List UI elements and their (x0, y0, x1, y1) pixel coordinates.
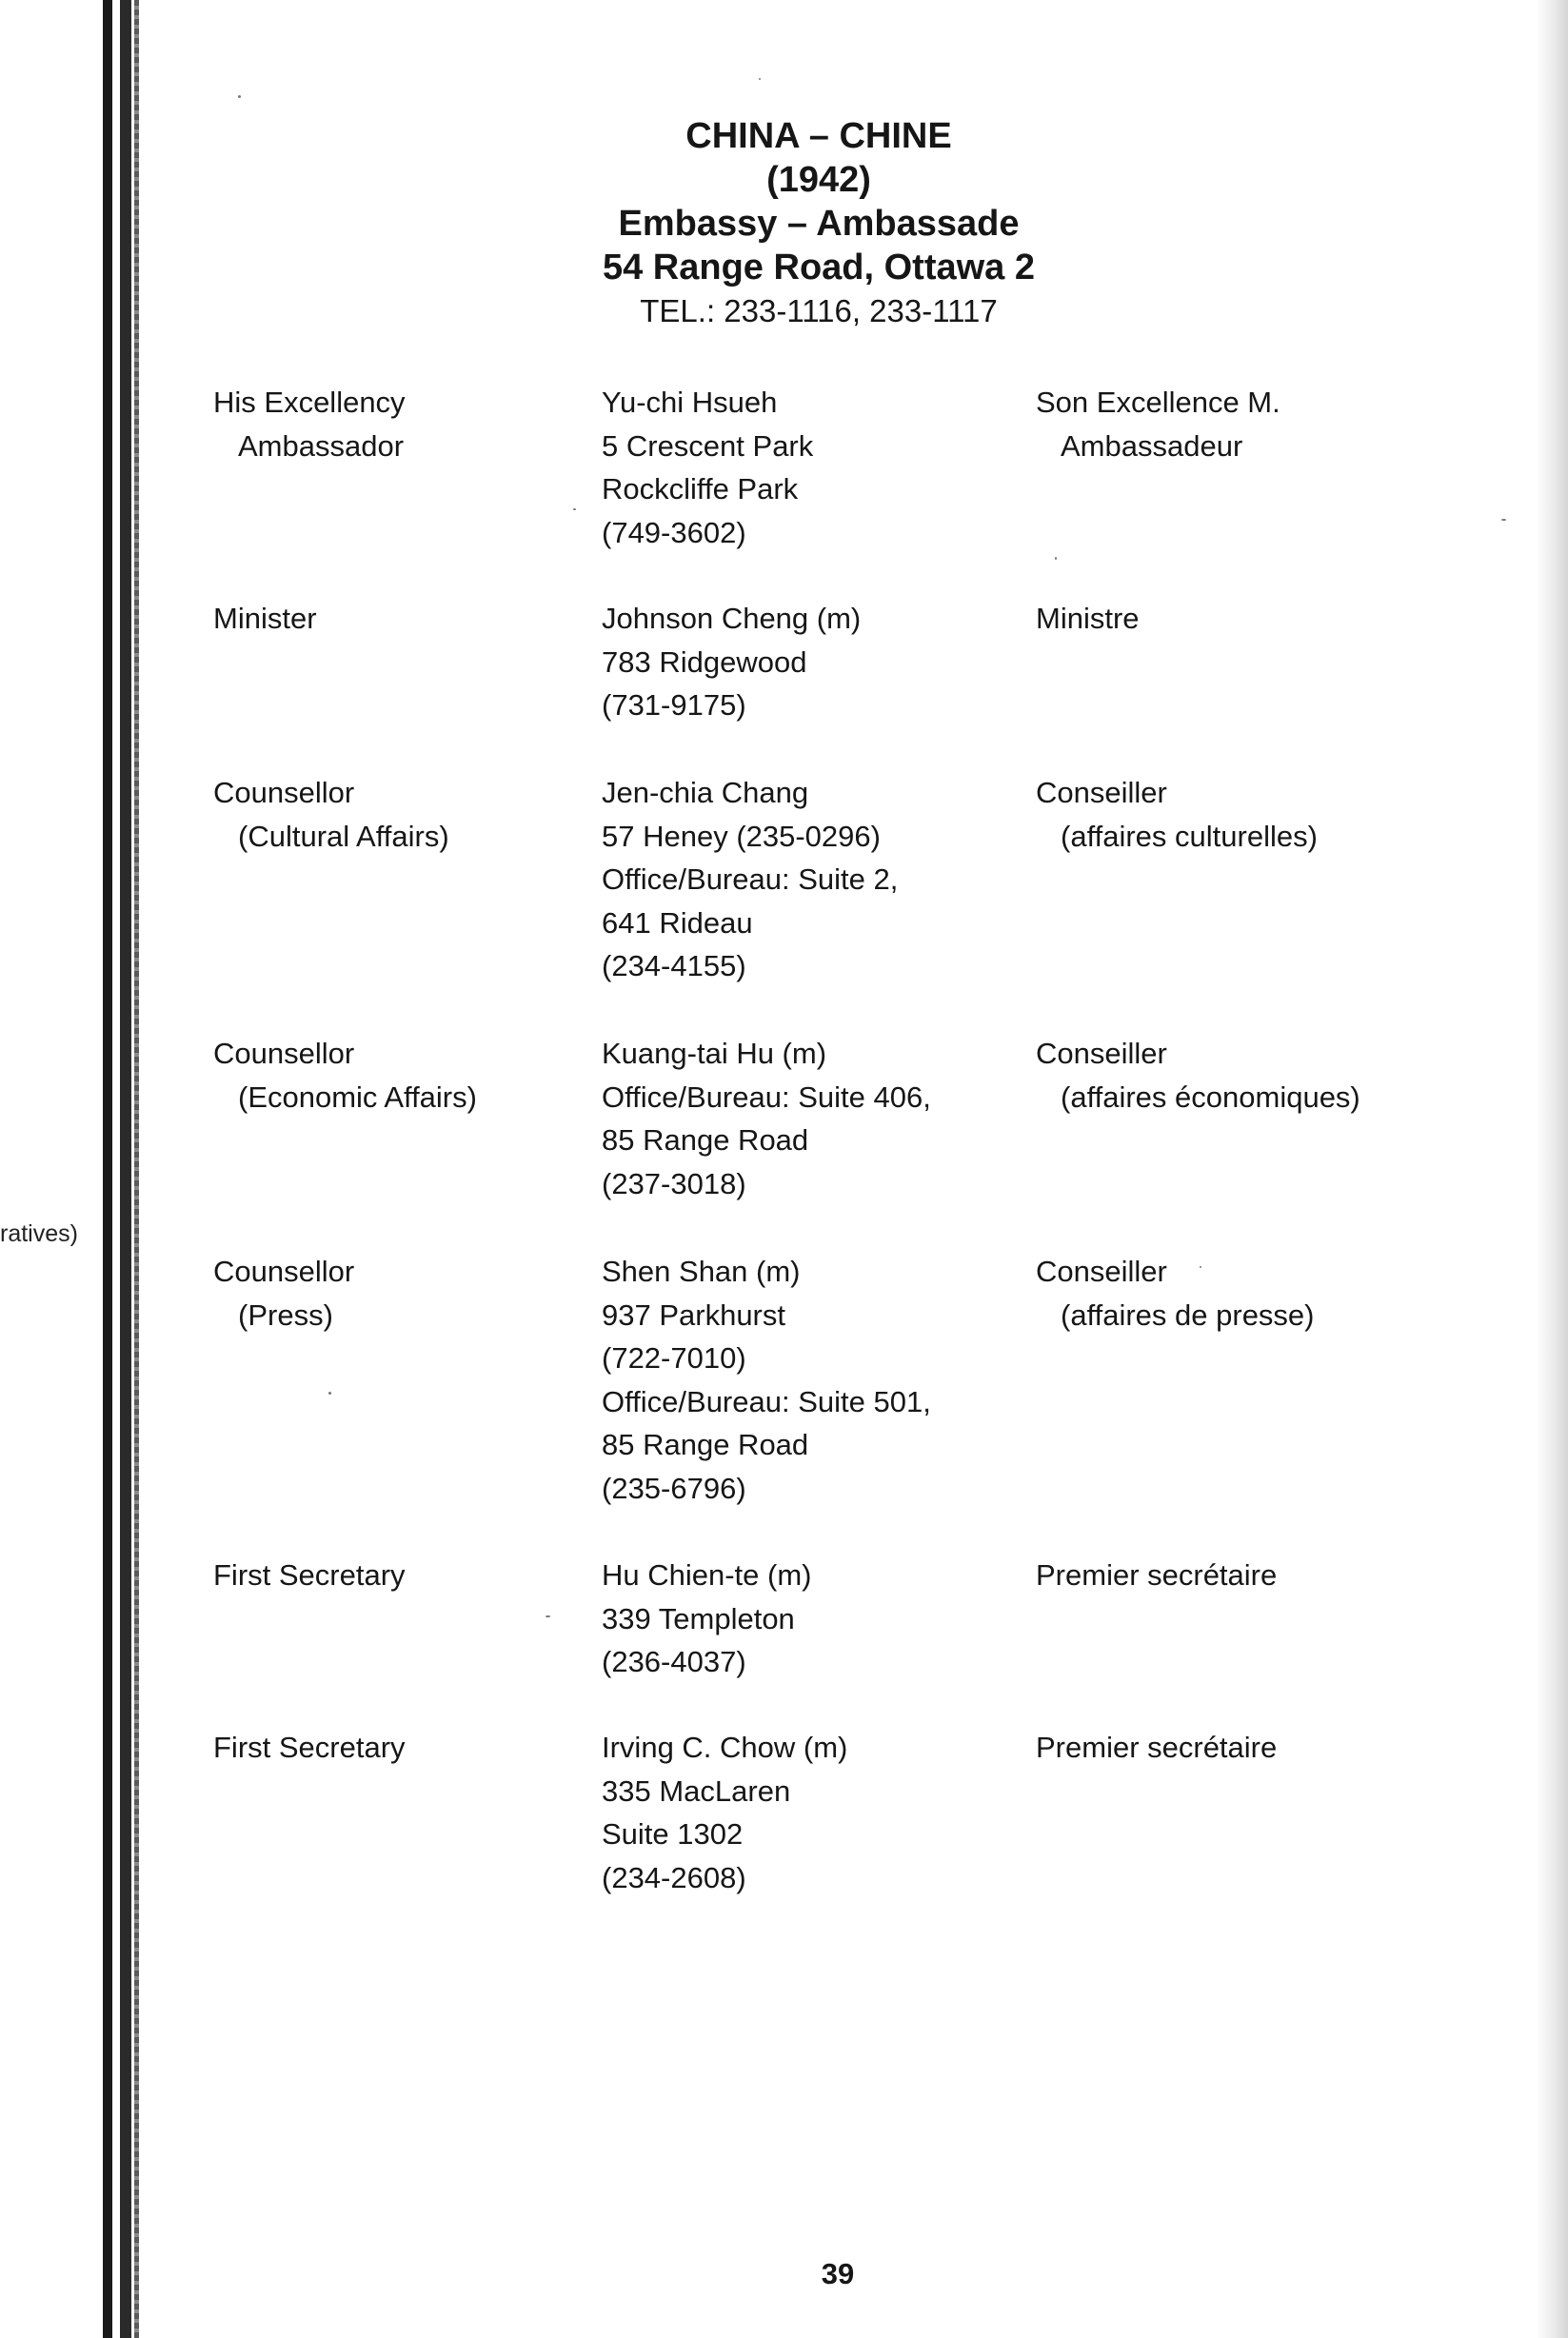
staff-details: Irving C. Chow (m) 335 MacLaren Suite 1302 (234-2608) (602, 1731, 848, 1894)
scan-speck (759, 78, 761, 80)
country-heading: CHINA – CHINE (685, 116, 952, 156)
english-title: His Excellency Ambassador (213, 386, 406, 463)
staff-details: Johnson Cheng (m) 783 Ridgewood (731-9175) (602, 602, 862, 722)
scan-speck (573, 508, 576, 510)
embassy-address: 54 Range Road, Ottawa 2 (602, 248, 1035, 287)
english-title: First Secretary (213, 1558, 406, 1592)
staff-details: Jen-chia Chang 57 Heney (235-0296) Office/Bureau: Suite 2, 641 Rideau (234-4155) (602, 776, 899, 982)
embassy-type-heading: Embassy – Ambassade (618, 204, 1020, 244)
embassy-telephone: TEL.: 233-1116, 233-1117 (640, 293, 998, 328)
french-title: Premier secrétaire (1036, 1731, 1278, 1764)
scan-speck (238, 95, 241, 98)
english-title: First Secretary (213, 1731, 406, 1764)
staff-details: Kuang-tai Hu (m) Office/Bureau: Suite 406, 85 Range Road (237-3018) (602, 1037, 931, 1200)
scan-speck (1501, 519, 1506, 521)
staff-details: Shen Shan (m) 937 Parkhurst (722-7010) Office/Bureau: Suite 501, 85 Range Road (235-6796) (602, 1255, 931, 1505)
scan-speck (1200, 1266, 1201, 1268)
french-title: Conseiller (affaires culturelles) (1036, 776, 1318, 853)
french-title: Premier secrétaire (1036, 1558, 1278, 1592)
french-title: Conseiller (affaires de presse) (1036, 1255, 1315, 1332)
year-heading: (1942) (766, 160, 871, 200)
scan-edge-bar (103, 0, 112, 2338)
english-title: Counsellor (Cultural Affairs) (213, 776, 449, 853)
english-title: Minister (213, 602, 317, 635)
scan-speck (328, 1392, 331, 1395)
scan-speck (1055, 557, 1057, 560)
margin-text-fragment: ratives) (0, 1220, 78, 1247)
page-number: 39 (821, 2257, 855, 2290)
staff-details: Yu-chi Hsueh 5 Crescent Park Rockcliffe Park (749-3602) (602, 386, 814, 549)
embassy-header (533, 114, 1104, 333)
scan-right-edge (1536, 0, 1568, 2338)
scan-speck (546, 1615, 550, 1617)
english-title: Counsellor (Press) (213, 1255, 355, 1332)
staff-details: Hu Chien-te (m) 339 Templeton (236-4037) (602, 1558, 812, 1678)
french-title: Son Excellence M. Ambassadeur (1036, 386, 1280, 463)
french-title: Conseiller (affaires économiques) (1036, 1037, 1360, 1114)
scan-edge-bar (134, 0, 139, 2338)
english-title: Counsellor (Economic Affairs) (213, 1037, 477, 1114)
french-title: Ministre (1036, 602, 1140, 635)
scan-edge-bar (120, 0, 131, 2338)
